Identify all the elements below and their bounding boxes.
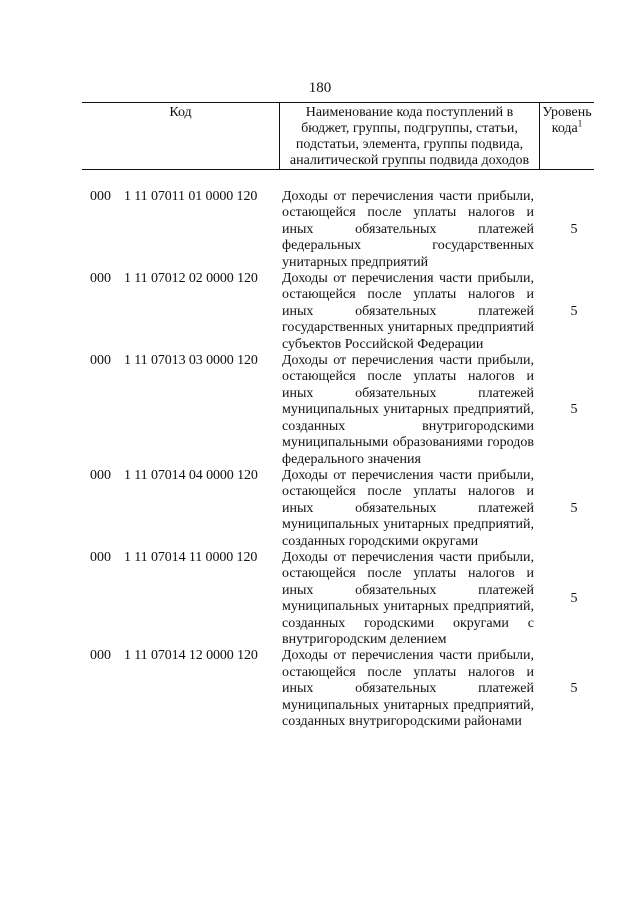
row-level (534, 468, 594, 550)
table-row (82, 550, 594, 648)
row-revenue-code: 1 11 07012 02 0000 120 (124, 271, 258, 287)
row-admin-code: 000 (90, 467, 111, 483)
row-level-value: 5 (570, 303, 578, 319)
row-level (534, 189, 594, 271)
row-revenue-code: 1 11 07014 12 0000 120 (124, 648, 258, 664)
table-body (82, 189, 594, 730)
row-admin-code: 000 (90, 353, 111, 369)
row-level-value: 5 (570, 590, 578, 606)
header-name-label: Наименование кода поступлений в бюджет, группы, подгруппы, статьи, подстатьи, элемента, группы подвида, аналитической группы подвида доходов (289, 105, 530, 168)
table-row (82, 648, 594, 730)
row-revenue-name: Доходы от перечисления части прибыли, остающейся после уплаты налогов и иных обязательных платежей муниципальных унитарных предприятий, созданных внутригородскими муниципальными образованиями городов федерального значения (282, 353, 534, 467)
row-revenue-name: Доходы от перечисления части прибыли, остающейся после уплаты налогов и иных обязательных платежей государственных унитарных предприятий субъектов Российской Федерации (282, 271, 534, 352)
table-row (82, 271, 594, 353)
header-code-label: Код (169, 105, 192, 120)
row-level (534, 353, 594, 468)
row-level-value: 5 (570, 402, 578, 418)
table-row (82, 189, 594, 271)
row-admin-code: 000 (90, 271, 111, 287)
row-revenue-code: 1 11 07011 01 0000 120 (124, 189, 258, 204)
row-level (534, 271, 594, 353)
row-revenue-code: 1 11 07014 11 0000 120 (124, 549, 258, 565)
table-row (82, 353, 594, 468)
page-number: 180 (308, 80, 332, 96)
row-revenue-name: Доходы от перечисления части прибыли, остающейся после уплаты налогов и иных обязательных платежей муниципальных унитарных предприятий, созданных городскими округами с внутригородским делением (282, 549, 534, 647)
row-admin-code: 000 (90, 648, 111, 664)
table-header (82, 102, 594, 170)
row-admin-code: 000 (90, 189, 111, 204)
row-revenue-name: Доходы от перечисления части прибыли, остающейся после уплаты налогов и иных обязательных платежей муниципальных унитарных предприятий, созданных внутригородскими районами (282, 648, 534, 729)
header-code (82, 103, 280, 169)
row-revenue-name: Доходы от перечисления части прибыли, остающейся после уплаты налогов и иных обязательных платежей федеральных государственных унитарных предприятий (282, 189, 534, 270)
header-level-label: Уровень кода (542, 105, 592, 136)
row-revenue-code: 1 11 07013 03 0000 120 (124, 353, 258, 369)
row-level-value: 5 (570, 681, 578, 697)
header-name (280, 103, 540, 169)
row-revenue-code: 1 11 07014 04 0000 120 (124, 467, 258, 483)
row-level-value: 5 (570, 221, 578, 237)
table-row (82, 468, 594, 550)
row-level (534, 550, 594, 648)
row-level-value: 5 (570, 500, 578, 516)
row-level (534, 648, 594, 730)
row-revenue-name: Доходы от перечисления части прибыли, остающейся после уплаты налогов и иных обязательных платежей муниципальных унитарных предприятий, созданных городскими округами (282, 467, 534, 549)
header-level-footnote: 1 (577, 118, 583, 129)
row-admin-code: 000 (90, 549, 111, 565)
header-level (540, 103, 594, 169)
